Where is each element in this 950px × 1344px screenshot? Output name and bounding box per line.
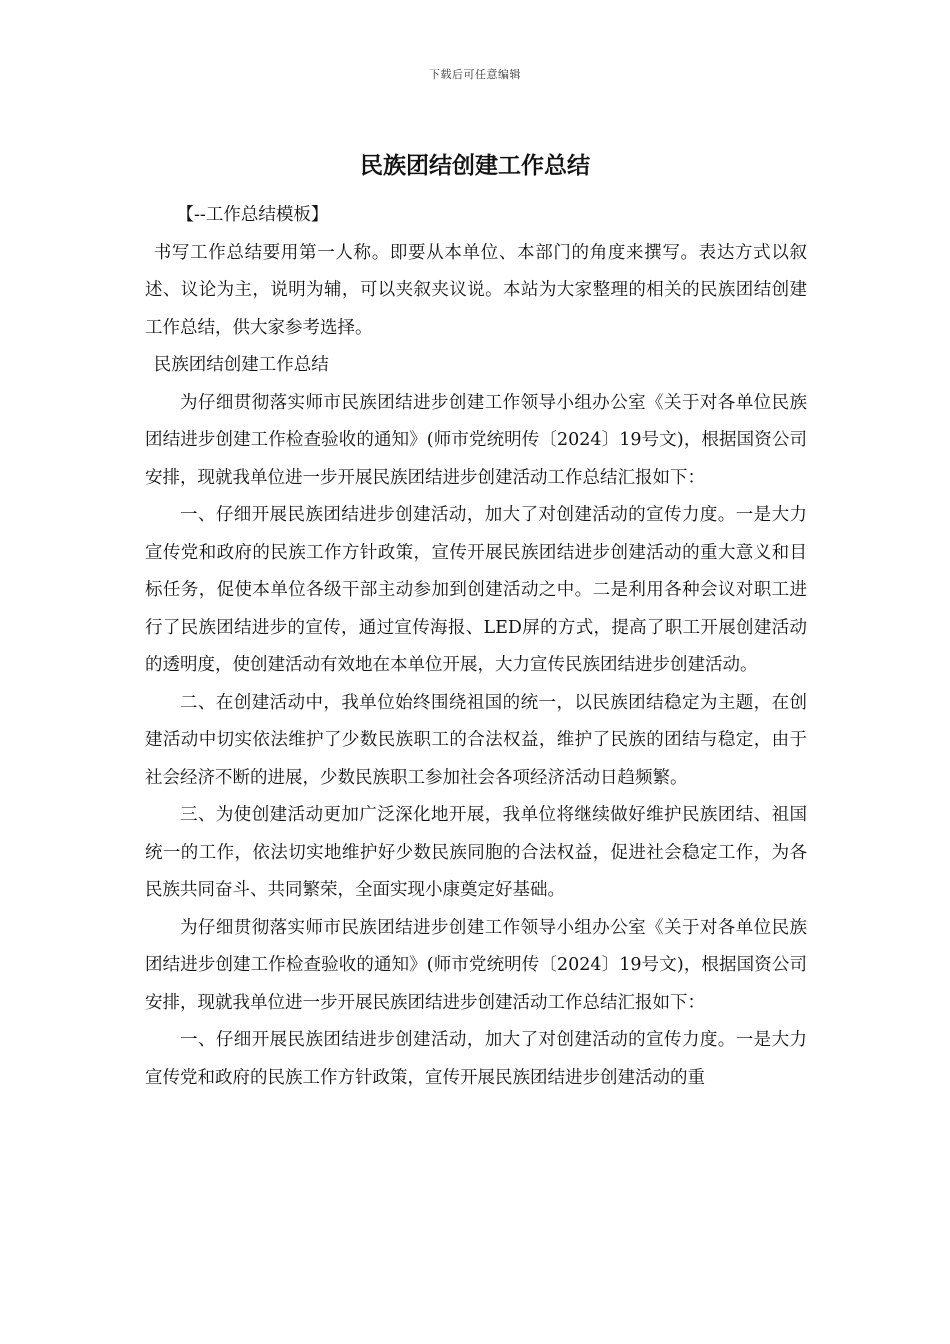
body-paragraph-1: 为仔细贯彻落实师市民族团结进步创建工作领导小组办公室《关于对各单位民族团结进步创建工作检查验收的通知》(师市党统明传〔2024〕19号文)，根据国资公司安排，现就我单位进一步开展民族团结进步创建活动工作总结汇报如下： (145, 392, 807, 488)
body-paragraph-2: 一、仔细开展民族团结进步创建活动，加大了对创建活动的宣传力度。一是大力宣传党和政府的民族工作方针政策，宣传开展民族团结进步创建活动的重大意义和目标任务，促使本单位各级干部主动参加到创建活动之中。二是利用各种会议对职工进行了民族团结进步的宣传，通过宣传海报、LED屏的方式，提高了职工开展创建活动的透明度，使创建活动有效地在本单位开展，大力宣传民族团结进步创建活动。 (145, 505, 807, 675)
header-note: 下载后可任意编辑 (429, 68, 521, 81)
section-title: 民族团结创建工作总结 (153, 355, 329, 375)
body-paragraph-5: 为仔细贯彻落实师市民族团结进步创建工作领导小组办公室《关于对各单位民族团结进步创建工作检查验收的通知》(师市党统明传〔2024〕19号文)，根据国资公司安排，现就我单位进一步开展民族团结进步创建活动工作总结汇报如下： (145, 917, 807, 1013)
document-title: 民族团结创建工作总结 (360, 152, 590, 179)
body-paragraph-6: 一、仔细开展民族团结进步创建活动，加大了对创建活动的宣传力度。一是大力宣传党和政府的民族工作方针政策，宣传开展民族团结进步创建活动的重 (145, 1030, 807, 1088)
template-label: 【--工作总结模板】 (176, 205, 329, 225)
body-paragraph-3: 二、在创建活动中，我单位始终围绕祖国的统一，以民族团结稳定为主题，在创建活动中切实依法维护了少数民族职工的合法权益，维护了民族的团结与稳定，由于社会经济不断的进展，少数民族职工参加社会各项经济活动日趋频繁。 (145, 692, 807, 788)
body-paragraph-4: 三、为使创建活动更加广泛深化地开展，我单位将继续做好维护民族团结、祖国统一的工作，依法切实地维护好少数民族同胞的合法权益，促进社会稳定工作，为各民族共同奋斗、共同繁荣，全面实现小康奠定好基础。 (145, 805, 807, 900)
intro-paragraph: 书写工作总结要用第一人称。即要从本单位、本部门的角度来撰写。表达方式以叙述、议论为主，说明为辅，可以夹叙夹议说。本站为大家整理的相关的民族团结创建工作总结，供大家参考选择。 (145, 242, 807, 338)
document-body (145, 197, 807, 1097)
